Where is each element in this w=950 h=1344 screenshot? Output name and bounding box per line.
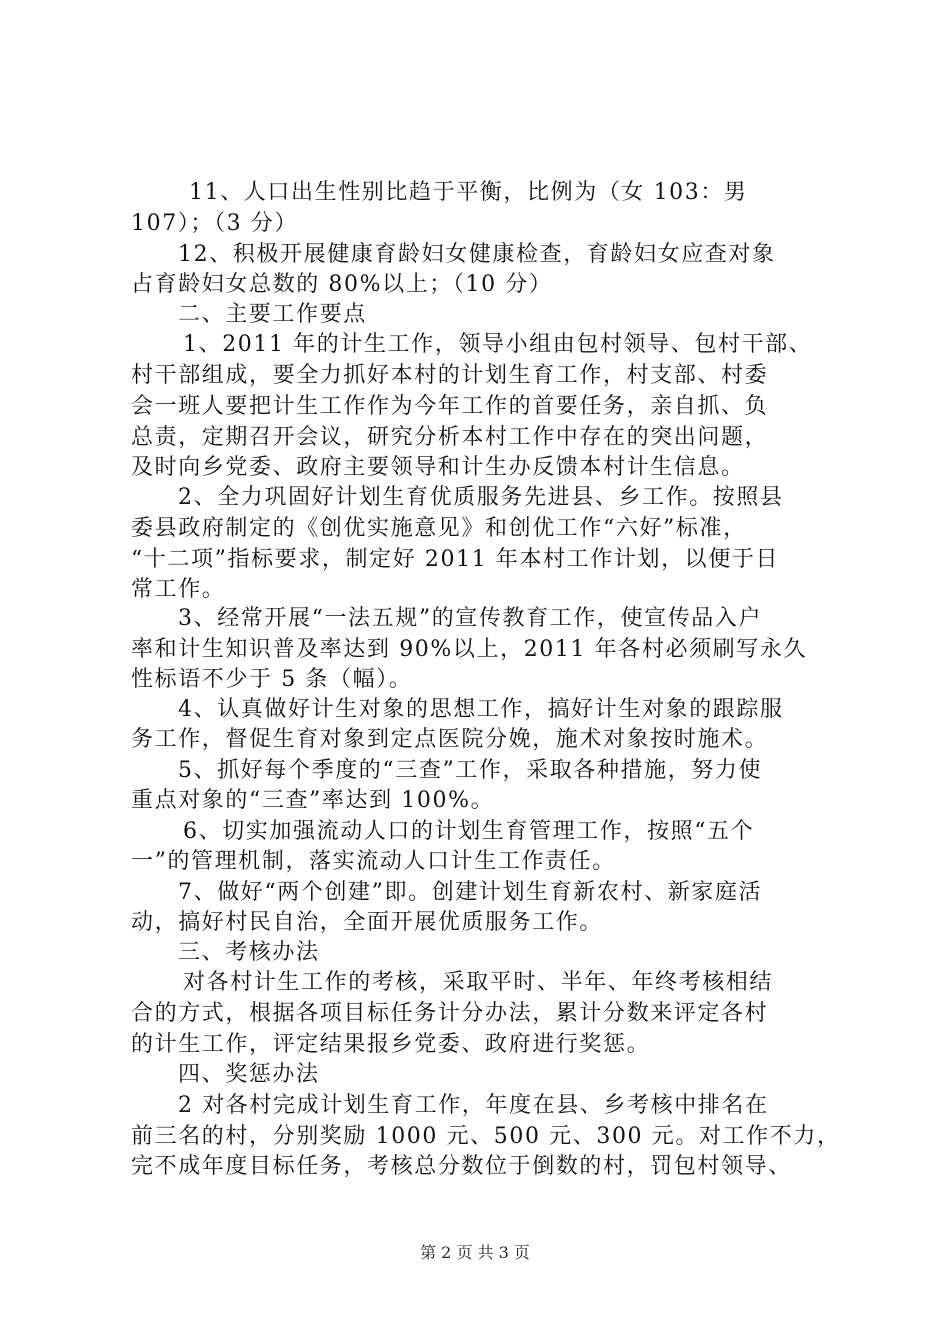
section-heading: 三、考核办法 [178, 940, 320, 965]
body-line: 12、积极开展健康育龄妇女健康检查，育龄妇女应查对象 [178, 242, 776, 267]
body-line: 6、切实加强流动人口的计划生育管理工作，按照“五个 [183, 819, 755, 844]
body-line: 3、经常开展“一法五规”的宣传教育工作，使宣传品入户 [178, 606, 763, 631]
body-line: 前三名的村，分别奖励 1000 元、500 元、300 元。对工作不力， [131, 1124, 841, 1149]
body-line: 107）；（3 分） [131, 211, 298, 236]
body-line: 占育龄妇女总数的 80%以上；（10 分） [131, 272, 553, 297]
section-heading: 四、奖惩办法 [178, 1062, 320, 1087]
body-line: 2、全力巩固好计划生育优质服务先进县、乡工作。按照县 [178, 485, 784, 510]
body-line: 完不成年度目标任务，考核总分数位于倒数的村，罚包村领导、 [131, 1154, 792, 1179]
body-line: 11、人口出生性别比趋于平衡，比例为（女 103：男 [189, 180, 748, 205]
body-line: 2 对各村完成计划生育工作，年度在县、乡考核中排名在 [178, 1093, 769, 1118]
body-line: 性标语不少于 5 条（幅）。 [131, 667, 413, 692]
body-line: 常工作。 [131, 577, 226, 602]
body-line: 7、做好“两个创建”即。创建计划生育新农村、新家庭活 [178, 880, 763, 905]
body-line: 对各村计生工作的考核，采取平时、半年、年终考核相结 [183, 970, 774, 995]
body-line: 村干部组成，要全力抓好本村的计划生育工作，村支部、村委 [131, 363, 769, 388]
body-line: 务工作，督促生育对象到定点医院分娩，施术对象按时施术。 [131, 727, 769, 752]
body-line: 及时向乡党委、政府主要领导和计生办反馈本村计生信息。 [131, 455, 745, 480]
body-line: 动，搞好村民自治，全面开展优质服务工作。 [131, 910, 604, 935]
body-line: 4、认真做好计生对象的思想工作，搞好计生对象的跟踪服 [178, 697, 784, 722]
page-number-footer: 第 2 页 共 3 页 [420, 1243, 530, 1262]
section-heading: 二、主要工作要点 [178, 302, 367, 327]
body-line: 一”的管理机制，落实流动人口计生工作责任。 [131, 849, 616, 874]
body-line: 合的方式，根据各项目标任务计分办法，累计分数来评定各村 [131, 1001, 769, 1026]
body-line: 5、抓好每个季度的“三查”工作，采取各种措施，努力使 [178, 758, 763, 783]
body-line: 的计生工作，评定结果报乡党委、政府进行奖惩。 [131, 1032, 651, 1057]
body-line: 委县政府制定的《创优实施意见》和创优工作“六好”标准， [131, 516, 747, 541]
body-line: 总责，定期召开会议，研究分析本村工作中存在的突出问题， [131, 425, 769, 450]
body-line: 率和计生知识普及率达到 90%以上，2011 年各村必须刷写永久 [131, 637, 808, 662]
body-line: “十二项”指标要求，制定好 2011 年本村工作计划，以便于日 [131, 547, 780, 572]
body-line: 会一班人要把计生工作作为今年工作的首要任务，亲自抓、负 [131, 394, 769, 419]
body-line: 1、2011 年的计生工作，领导小组由包村领导、包村干部、 [183, 332, 813, 357]
body-line: 重点对象的“三查”率达到 100%。 [131, 788, 495, 813]
